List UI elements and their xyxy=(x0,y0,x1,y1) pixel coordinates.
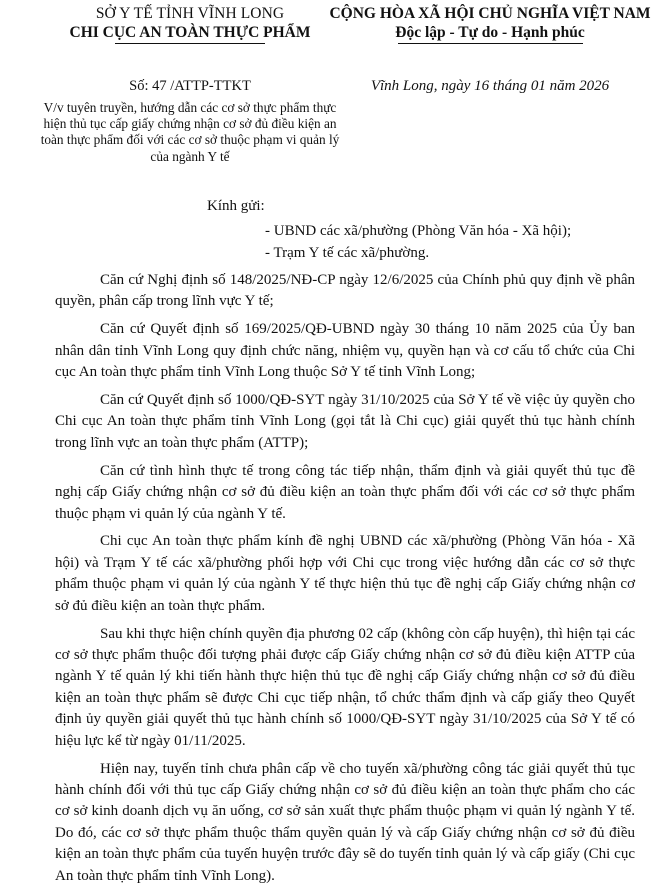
national-motto: Độc lập - Tự do - Hạnh phúc xyxy=(395,24,585,41)
issuing-agency-block xyxy=(40,4,340,44)
body-paragraph: Căn cứ Quyết định số 169/2025/QĐ-UBND ngày 30 tháng 10 năm 2025 của Ủy ban nhân dân tỉnh Vĩnh Long quy định chức năng, nhiệm vụ, quyền hạn và cơ cấu tổ chức của Chi cục An toàn thực phẩm tỉnh Vĩnh Long thuộc Sở Y tế tỉnh Vĩnh Long; xyxy=(55,321,635,381)
agency-name: CHI CỤC AN TOÀN THỰC PHẨM xyxy=(69,24,311,41)
body-paragraph: Hiện nay, tuyến tỉnh chưa phân cấp về cho tuyến xã/phường công tác giải quyết thủ tục hành chính đối với thủ tục cấp Giấy chứng nhận cơ sở đủ điều kiện an toàn thực phẩm cho các cơ sở kinh doanh dịch vụ ăn uống, cơ sở sản xuất thực phẩm thuộc phạm vi quản lý ngành Y tế. Do đó, các cơ sở thực phẩm thuộc thẩm quyền quản lý và cấp Giấy chứng nhận cơ sở đủ điều kiện an toàn thực phẩm của tuyến huyện trước đây sẽ do tuyến tỉnh quản lý và cấp giấy (Chi cục An toàn thực phẩm tỉnh Vĩnh Long). xyxy=(55,760,635,884)
national-title-block xyxy=(322,4,658,44)
recipient-item: - UBND các xã/phường (Phòng Văn hóa - Xã hội); xyxy=(265,223,572,239)
document-subject: V/v tuyên truyền, hướng dẫn các cơ sở thực phẩm thực hiện thủ tục cấp giấy chứng nhận cơ sở đủ điều kiện an toàn thực phẩm đối với các cơ sở thuộc phạm vi quản lý của ngành Y tế xyxy=(40,100,340,164)
body-paragraph: Căn cứ Nghị định số 148/2025/NĐ-CP ngày 12/6/2025 của Chính phủ quy định về phân quyền, phân cấp trong lĩnh vực Y tế; xyxy=(55,272,635,310)
recipient-item: - Trạm Y tế các xã/phường. xyxy=(265,245,430,261)
recipients-label: Kính gửi: xyxy=(207,198,265,214)
agency-underline xyxy=(115,43,265,44)
body-paragraph: Sau khi thực hiện chính quyền địa phương 02 cấp (không còn cấp huyện), thì hiện tại các cơ sở thực phẩm thuộc đối tượng phải được cấp Giấy chứng nhận cơ sở đủ điều kiện ATTP của ngành Y tế quản lý khi tiến hành thực hiện thủ tục đề nghị cấp Giấy chứng nhận cơ sở đủ điều kiện an toàn thực phẩm sẽ được Chi cục tiếp nhận, tổ chức thẩm định và cấp giấy theo Quyết định ủy quyền giải quyết thủ tục hành chính số 1000/QĐ-SYT ngày 31/10/2025 của Sở Y tế có hiệu lực kể từ ngày 01/11/2025. xyxy=(55,625,635,749)
body-paragraph: Căn cứ tình hình thực tế trong công tác tiếp nhận, thẩm định và giải quyết thủ tục đề nghị cấp Giấy chứng nhận cơ sở đủ điều kiện an toàn thực phẩm đối với các cơ sở thực phẩm thuộc phạm vi quản lý của ngành Y tế. xyxy=(55,462,635,522)
motto-underline xyxy=(398,43,583,44)
parent-agency: SỞ Y TẾ TỈNH VĨNH LONG xyxy=(95,5,285,22)
body-paragraph: Chi cục An toàn thực phẩm kính đề nghị UBND các xã/phường (Phòng Văn hóa - Xã hội) và Trạm Y tế các xã/phường phối hợp với Chi cục trong việc hướng dẫn các cơ sở thực phẩm thuộc phạm vi quản lý của ngành Y tế thực hiện thủ tục đề nghị cấp Giấy chứng nhận cơ sở đủ điều kiện an toàn thực phẩm. xyxy=(55,533,635,614)
body-paragraph: Căn cứ Quyết định số 1000/QĐ-SYT ngày 31/10/2025 của Sở Y tế về việc ủy quyền cho Chi cục An toàn thực phẩm tỉnh Vĩnh Long (gọi tắt là Chi cục) giải quyết thủ tục hành chính trong lĩnh vực an toàn thực phẩm (ATTP); xyxy=(55,392,635,451)
recipients-list xyxy=(265,220,571,264)
document-date: Vĩnh Long, ngày 16 tháng 01 năm 2026 xyxy=(370,78,610,94)
country-name: CỘNG HÒA XÃ HỘI CHỦ NGHĨA VIỆT NAM xyxy=(329,5,651,22)
document-number: Số: 47 /ATTP-TTKT xyxy=(129,78,251,94)
document-body xyxy=(55,270,635,893)
